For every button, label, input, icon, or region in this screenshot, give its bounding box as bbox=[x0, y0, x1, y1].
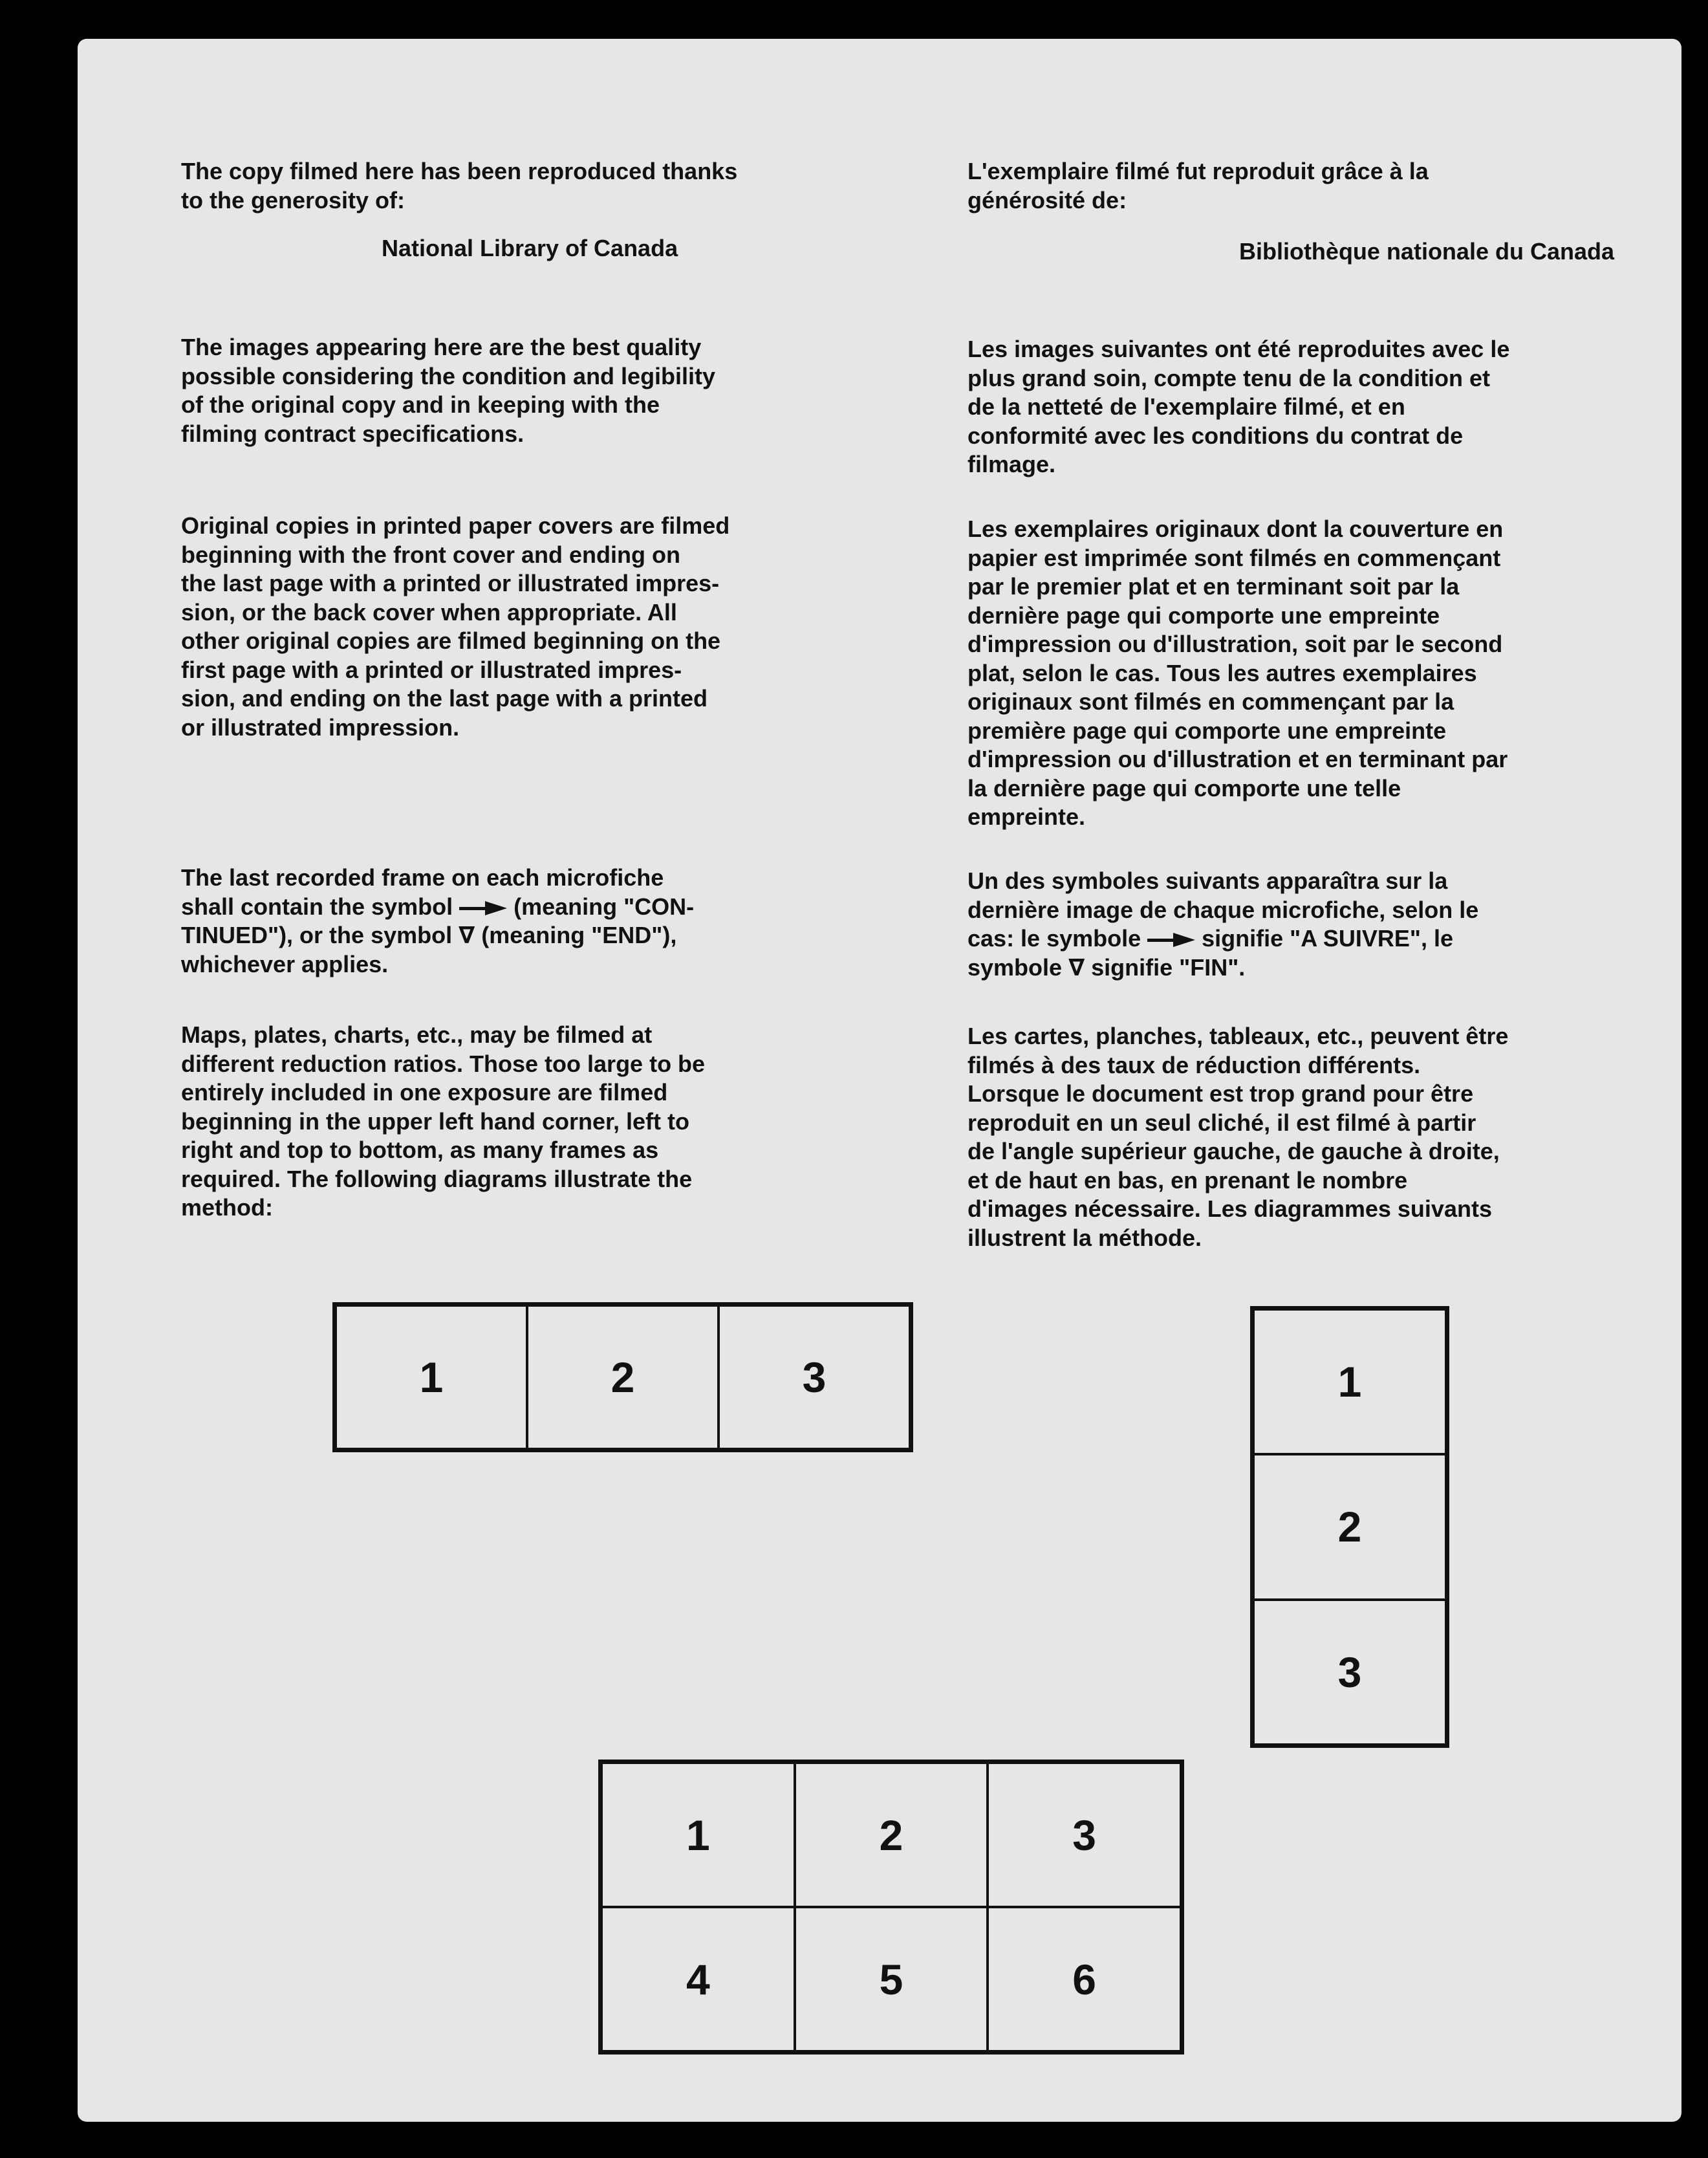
triangle-down-icon: ∇ bbox=[1068, 954, 1085, 981]
diagram-grid bbox=[598, 1760, 1184, 2054]
arrow-right-icon bbox=[1147, 933, 1195, 947]
triangle-down-icon: ∇ bbox=[459, 922, 475, 948]
french-originals-paragraph: Les exemplaires originaux dont la couverture en papier est imprimée sont filmés en commençant par le premier plat et en terminant soit par la dernière page qui comporte une empreinte d'impression ou d'illustration, soit par le second plat, selon le cas. Tous les autres exemplaires originaux sont filmés en commençant par la première page qui comporte une empreinte d'impression ou d'illustration et en terminant par la dernière page qui comporte une telle empreinte. bbox=[968, 516, 1508, 830]
frame-cell: 5 bbox=[795, 1907, 988, 2051]
english-intro: The copy filmed here has been reproduced thanks to the generosity of: bbox=[181, 158, 738, 213]
french-intro: L'exemplaire filmé fut reproduit grâce à la générosité de: bbox=[968, 158, 1429, 213]
french-symbols-paragraph: Un des symboles suivants apparaîtra sur la dernière image de chaque microfiche, selon le cas: le symbole signifie "A SUIVRE", le symbole ∇ signifie "FIN". bbox=[968, 867, 1479, 981]
diagram-horizontal bbox=[332, 1302, 913, 1452]
frame-cell: 1 bbox=[601, 1763, 795, 1907]
frame-cell: 2 bbox=[795, 1763, 988, 1907]
frame-cell: 1 bbox=[1253, 1309, 1446, 1454]
english-institution: National Library of Canada bbox=[382, 235, 678, 261]
french-maps-paragraph: Les cartes, planches, tableaux, etc., peuvent être filmés à des taux de réduction différents. Lorsque le document est trop grand pour être reproduit en un seul cliché, il est filmé à partir de l'angle supérieur gauche, de gauche à droite, et de haut en bas, en prenant le nombre d'images nécessaire. Les diagrammes suivants illustrent la méthode. bbox=[968, 1023, 1509, 1251]
frame-cell: 1 bbox=[336, 1305, 527, 1449]
diagram-vertical bbox=[1250, 1306, 1449, 1748]
frame-cell: 2 bbox=[527, 1305, 719, 1449]
frame-cell: 4 bbox=[601, 1907, 795, 2051]
frame-cell: 3 bbox=[988, 1763, 1181, 1907]
frame-cell: 3 bbox=[719, 1305, 910, 1449]
french-institution: Bibliothèque nationale du Canada bbox=[1238, 238, 1614, 265]
english-originals-paragraph: Original copies in printed paper covers are filmed beginning with the front cover and ending on the last page with a printed or illustrated impres- sion, or the back cover when appropriate. All other original copies are filmed beginning on the first page with a printed or illustrated impres- sion, and ending on the last page with a printed or illustrated impression. bbox=[181, 512, 730, 741]
frame-cell: 6 bbox=[988, 1907, 1181, 2051]
arrow-right-icon bbox=[459, 901, 507, 915]
frame-cell: 2 bbox=[1253, 1454, 1446, 1599]
english-symbols-paragraph: The last recorded frame on each microfiche shall contain the symbol (meaning "CON- TINUED"), or the symbol ∇ (meaning "END"), whichever applies. bbox=[181, 864, 695, 977]
english-maps-paragraph: Maps, plates, charts, etc., may be filmed at different reduction ratios. Those too large to be entirely included in one exposure are filmed beginning in the upper left hand corner, left to right and top to bottom, as many frames as required. The following diagrams illustrate the method: bbox=[181, 1021, 706, 1221]
frame-cell: 3 bbox=[1253, 1600, 1446, 1745]
french-quality-paragraph: Les images suivantes ont été reproduites avec le plus grand soin, compte tenu de la condition et de la netteté de l'exemplaire filmé, et en conformité avec les conditions du contrat de filmage. bbox=[968, 336, 1510, 477]
english-quality-paragraph: The images appearing here are the best quality possible considering the condition and legibility of the original copy and in keeping with the filming contract specifications. bbox=[181, 334, 716, 447]
